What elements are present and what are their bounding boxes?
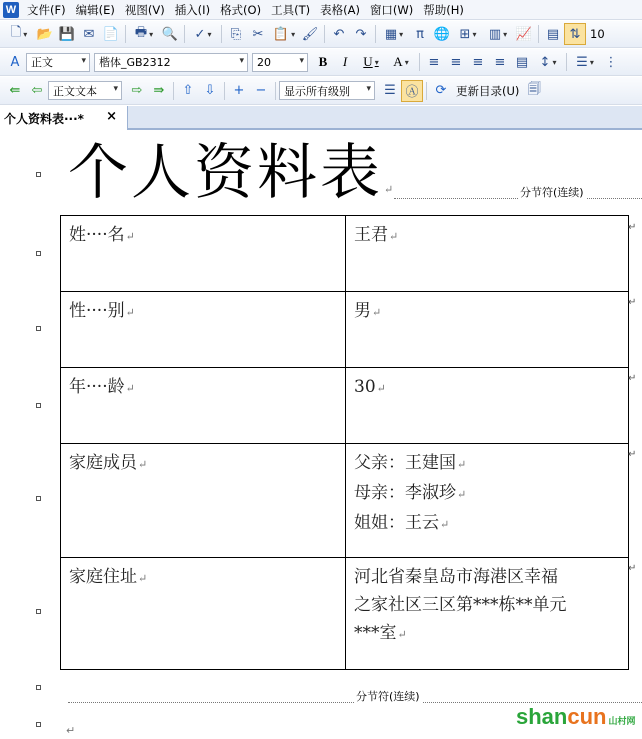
watermark-logo (516, 704, 636, 730)
undo-icon[interactable]: ↶ (333, 26, 345, 42)
bullets-icon[interactable]: ⋮ (604, 54, 618, 70)
paragraph-mark: ↵ (389, 230, 399, 243)
paragraph-mark: ↵ (440, 518, 450, 531)
menu-format[interactable]: 格式(O) (220, 2, 262, 17)
cell-text: 男 (354, 301, 371, 321)
watermark-highlight: cun (567, 704, 607, 729)
cell-text: 河北省秦皇岛市海港区幸福 (354, 567, 558, 587)
chevron-down-icon: ▾ (366, 84, 371, 94)
table-row (61, 368, 629, 444)
align-right-icon[interactable]: ≡ (472, 54, 484, 70)
table-cell-label[interactable] (61, 368, 346, 444)
move-down-icon[interactable]: ⇩ (204, 83, 216, 98)
paste-icon[interactable]: 📋 ▾ (269, 23, 299, 45)
styles-icon[interactable]: A (10, 54, 20, 70)
paragraph-mark: ↵ (384, 183, 397, 196)
font-select-value: 楷体_GB2312 (99, 56, 171, 69)
table-icon[interactable]: ⊞ ▾ (453, 23, 483, 45)
demote-icon[interactable]: ⇨ (131, 83, 143, 98)
standard-toolbar (0, 21, 642, 48)
table-cell-label[interactable] (61, 444, 346, 558)
align-center-icon[interactable]: ≡ (450, 54, 462, 70)
table-row (61, 444, 629, 558)
table-row (61, 292, 629, 368)
chevron-down-icon: ▾ (81, 55, 86, 66)
show-first-line-icon[interactable]: ☰ (384, 83, 396, 98)
table-row (61, 558, 629, 670)
zoom-value[interactable]: 10 (590, 27, 605, 41)
format-painter-icon[interactable]: 🖌 (301, 26, 319, 42)
section-break-label: 分节符(连续) (356, 690, 420, 703)
row-end-mark: ↵ (628, 373, 637, 384)
underline-label: U (363, 54, 373, 69)
table-cell-value[interactable] (346, 444, 629, 558)
print-icon[interactable]: 🖶 ▾ (129, 23, 159, 45)
outline-bullet[interactable] (36, 403, 41, 408)
style-select[interactable] (26, 53, 90, 72)
watermark-sub: 山村网 (608, 716, 636, 726)
cell-text: 家庭住址 (69, 567, 137, 587)
document-tab-strip (0, 106, 642, 130)
new-document-icon[interactable]: 🗋 ▾ (4, 23, 34, 45)
formatting-toolbar (0, 49, 642, 76)
line-spacing-icon[interactable]: ↕ ▾ (533, 51, 563, 73)
redo-icon[interactable]: ↷ (355, 26, 367, 42)
show-formatting-icon[interactable]: Ⓐ (401, 80, 423, 102)
watermark-prefix: shan (516, 704, 568, 729)
app-logo-icon[interactable]: W (3, 2, 19, 18)
table-cell-value[interactable] (346, 216, 629, 292)
menu-tools[interactable]: 工具(T) (271, 2, 311, 17)
menu-insert[interactable]: 插入(I) (174, 2, 211, 17)
outline-bullet[interactable] (36, 496, 41, 501)
open-folder-icon[interactable]: 📂 (36, 26, 54, 42)
menu-help[interactable]: 帮助(H) (423, 2, 464, 17)
move-up-icon[interactable]: ⇧ (182, 83, 194, 98)
promote-icon[interactable]: ⇦ (31, 83, 43, 98)
save-icon[interactable]: 💾 (58, 26, 76, 42)
close-tab-icon[interactable]: × (106, 109, 117, 124)
row-end-mark: ↵ (628, 449, 637, 460)
paragraph-mark: ↵ (125, 382, 135, 395)
profile-table (60, 215, 629, 670)
table-cell-value[interactable] (346, 558, 629, 670)
cell-text: 30 (354, 377, 376, 397)
distributed-icon[interactable]: ▤ (515, 54, 529, 70)
spell-check-icon[interactable]: ✓ ▾ (188, 23, 218, 45)
cell-text: 母亲：李淑珍 (354, 483, 456, 503)
font-size-value: 20 (257, 55, 271, 69)
cell-text: 年····龄 (69, 377, 125, 397)
demote-to-body-icon[interactable]: ⇛ (153, 83, 165, 98)
collapse-icon[interactable]: − (255, 83, 267, 98)
justify-icon[interactable]: ≡ (494, 54, 506, 70)
outline-toolbar (0, 77, 642, 105)
show-level-select[interactable] (279, 81, 375, 100)
table-cell-label[interactable] (61, 216, 346, 292)
page-title-text: 个人资料表 (68, 138, 383, 208)
cell-text: 家庭成员 (69, 453, 137, 473)
update-toc-icon[interactable]: ⟳ (435, 83, 447, 98)
document-map-icon[interactable]: ▤ (546, 26, 560, 42)
paragraph-mark: ↵ (457, 488, 467, 501)
formula-icon[interactable]: π (416, 26, 424, 42)
table-row (61, 216, 629, 292)
paragraph-mark: ↵ (457, 458, 467, 471)
paragraph-mark: ↵ (125, 230, 135, 243)
row-end-mark: ↵ (628, 297, 637, 308)
numbering-icon[interactable]: ☰ ▾ (570, 51, 600, 73)
style-select-value: 正文 (31, 56, 53, 69)
cell-text: 性····别 (69, 301, 125, 321)
outline-bullet[interactable] (36, 685, 41, 690)
cell-text: 王君 (354, 225, 388, 245)
table-cell-label[interactable] (61, 558, 346, 670)
paragraph-mark: ↵ (397, 628, 407, 641)
print-preview-icon[interactable]: 🔍 (161, 26, 179, 42)
show-level-value: 显示所有级别 (284, 84, 350, 98)
columns-icon[interactable]: ▥ ▾ (483, 23, 513, 45)
outline-bullet[interactable] (36, 722, 41, 727)
document-page[interactable] (0, 132, 642, 739)
paragraph-mark: ↵ (125, 306, 135, 319)
cell-text: ***室 (354, 623, 397, 643)
copy-icon[interactable]: ⎘ (230, 26, 242, 42)
outline-bullet[interactable] (36, 609, 41, 614)
outline-level-select[interactable] (48, 81, 122, 100)
page-title[interactable] (68, 139, 396, 224)
outline-bullet[interactable] (36, 326, 41, 331)
section-break-label: 分节符(连续) (520, 186, 584, 199)
export-pdf-icon[interactable]: 📄 (102, 26, 120, 42)
font-color-icon[interactable]: A ▾ (386, 51, 416, 73)
cut-icon[interactable]: ✂ (252, 26, 264, 42)
menu-bar (0, 0, 642, 20)
paragraph-mark: ↵ (138, 458, 148, 471)
row-end-mark: ↵ (628, 563, 637, 574)
cell-text: 之家社区三区第***栋**单元 (354, 595, 567, 615)
menu-view[interactable]: 视图(V) (124, 2, 165, 17)
hyperlink-globe-icon[interactable]: 🌐 (433, 26, 451, 42)
chart-icon[interactable]: 📈 (515, 26, 533, 42)
cell-text: 姐姐：王云 (354, 513, 439, 533)
table-cell-value[interactable] (346, 292, 629, 368)
cell-text: 姓····名 (69, 225, 125, 245)
menu-edit[interactable]: 编辑(E) (75, 2, 115, 17)
font-size-select[interactable] (252, 53, 308, 72)
table-cell-label[interactable] (61, 292, 346, 368)
goto-toc-icon[interactable]: 🗐 (527, 81, 541, 97)
insert-table-icon[interactable]: ▦ ▾ (379, 23, 409, 45)
table-cell-value[interactable] (346, 368, 629, 444)
outline-bullet[interactable] (36, 172, 41, 177)
outline-level-value: 正文文本 (53, 84, 97, 98)
menu-window[interactable]: 窗口(W) (369, 2, 414, 17)
chevron-down-icon: ▾ (113, 84, 118, 94)
outline-bullet[interactable] (36, 251, 41, 256)
chevron-down-icon: ▾ (299, 55, 304, 66)
underline-button[interactable] (356, 51, 386, 73)
update-toc-button[interactable]: 更新目录(U) (456, 83, 520, 98)
row-end-mark: ↵ (628, 222, 637, 233)
font-select[interactable] (94, 53, 248, 72)
paragraph-mark: ↵ (66, 724, 76, 737)
bold-button[interactable]: B (318, 54, 328, 69)
expand-icon[interactable]: + (233, 83, 245, 98)
paragraph-mark: ↵ (372, 306, 382, 319)
chevron-down-icon: ▾ (239, 55, 244, 66)
email-icon[interactable]: ✉ (83, 26, 95, 42)
document-tab[interactable] (0, 106, 128, 130)
paragraph-mark: ↵ (138, 572, 148, 585)
align-left-icon[interactable]: ≡ (428, 54, 440, 70)
cell-text: 父亲：王建国 (354, 453, 456, 473)
menu-file[interactable]: 文件(F) (27, 2, 66, 17)
promote-to-heading-icon[interactable]: ⇚ (9, 83, 21, 98)
paragraph-mark: ↵ (376, 382, 386, 395)
document-tab-label: 个人资料表···* (4, 111, 84, 126)
italic-button[interactable]: I (342, 54, 348, 69)
menu-table[interactable]: 表格(A) (320, 2, 360, 17)
show-marks-icon[interactable]: ⇅ (564, 23, 586, 45)
